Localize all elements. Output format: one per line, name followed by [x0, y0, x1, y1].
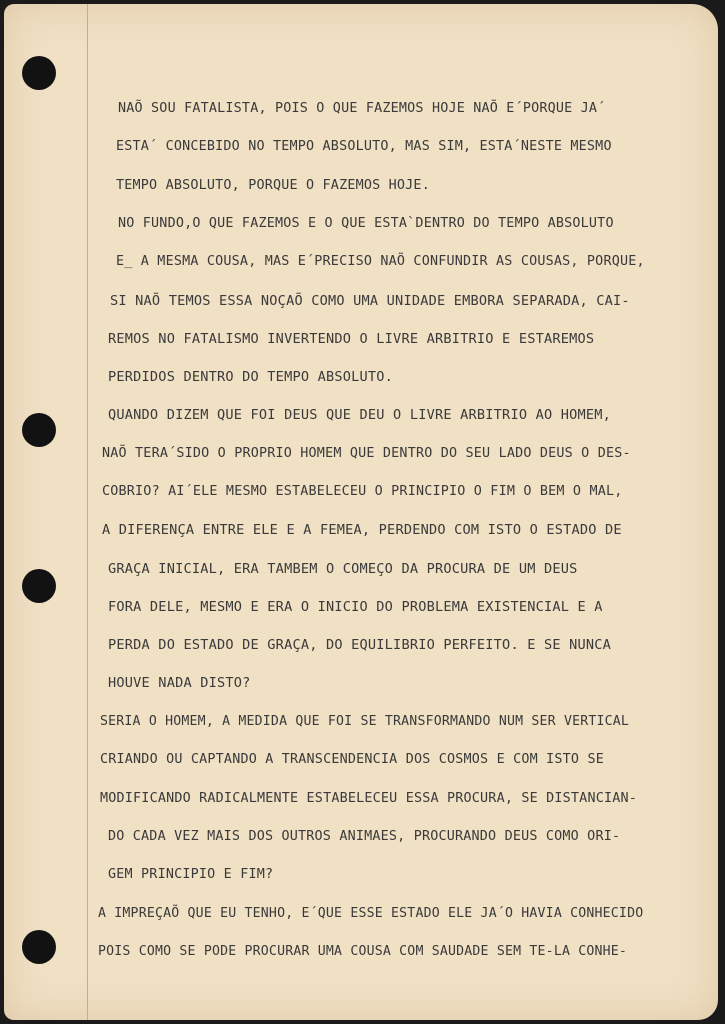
- text-line: HOUVE NADA DISTO?: [108, 675, 251, 691]
- text-line: PERDA DO ESTADO DE GRAÇA, DO EQUILIBRIO PERFEITO. E SE NUNCA: [108, 637, 612, 653]
- text-line: NAÕ TERA´SIDO O PROPRIO HOMEM QUE DENTRO DO SEU LADO DEUS O DES-: [102, 446, 631, 461]
- text-line: PERDIDOS DENTRO DO TEMPO ABSOLUTO.: [108, 369, 394, 385]
- text-line: A IMPREÇAÕ QUE EU TENHO, E´QUE ESSE ESTADO ELE JA´O HAVIA CONHECIDO: [98, 906, 644, 921]
- text-line: POIS COMO SE PODE PROCURAR UMA COUSA COM SAUDADE SEM TE-LA CONHE-: [98, 944, 628, 959]
- text-line: SI NAÕ TEMOS ESSA NOÇAÕ COMO UMA UNIDADE EMBORA SEPARADA, CAI-: [110, 293, 630, 309]
- text-line: REMOS NO FATALISMO INVERTENDO O LIVRE ARBITRIO E ESTAREMOS: [108, 331, 595, 347]
- text-line: NAÕ SOU FATALISTA, POIS O QUE FAZEMOS HOJE NAÕ E´PORQUE JA´: [118, 101, 606, 116]
- text-line: TEMPO ABSOLUTO, PORQUE O FAZEMOS HOJE.: [116, 178, 430, 193]
- text-line: DO CADA VEZ MAIS DOS OUTROS ANIMAES, PROCURANDO DEUS COMO ORI-: [108, 829, 621, 844]
- typed-text-body: [4, 4, 718, 1020]
- text-line: E_ A MESMA COUSA, MAS E´PRECISO NAÕ CONFUNDIR AS COUSAS, PORQUE,: [116, 254, 645, 269]
- text-line: ESTA´ CONCEBIDO NO TEMPO ABSOLUTO, MAS SIM, ESTA´NESTE MESMO: [116, 139, 612, 154]
- text-line: GRAÇA INICIAL, ERA TAMBEM O COMEÇO DA PROCURA DE UM DEUS: [108, 561, 578, 577]
- text-line: SERIA O HOMEM, A MEDIDA QUE FOI SE TRANSFORMANDO NUM SER VERTICAL: [100, 714, 630, 729]
- text-line: NO FUNDO,O QUE FAZEMOS E O QUE ESTA`DENTRO DO TEMPO ABSOLUTO: [118, 216, 614, 231]
- text-line: GEM PRINCIPIO E FIM?: [108, 867, 274, 882]
- text-line: QUANDO DIZEM QUE FOI DEUS QUE DEU O LIVRE ARBITRIO AO HOMEM,: [108, 407, 612, 423]
- text-line: FORA DELE, MESMO E ERA O INICIO DO PROBLEMA EXISTENCIAL E A: [108, 599, 603, 615]
- text-line: CRIANDO OU CAPTANDO A TRANSCENDENCIA DOS COSMOS E COM ISTO SE: [100, 752, 604, 767]
- text-line: MODIFICANDO RADICALMENTE ESTABELECEU ESSA PROCURA, SE DISTANCIAN-: [100, 791, 638, 806]
- typewritten-page: [4, 4, 718, 1020]
- text-line: COBRIO? AI´ELE MESMO ESTABELECEU O PRINCIPIO O FIM O BEM O MAL,: [102, 484, 623, 499]
- text-line: A DIFERENÇA ENTRE ELE E A FEMEA, PERDENDO COM ISTO O ESTADO DE: [102, 522, 622, 538]
